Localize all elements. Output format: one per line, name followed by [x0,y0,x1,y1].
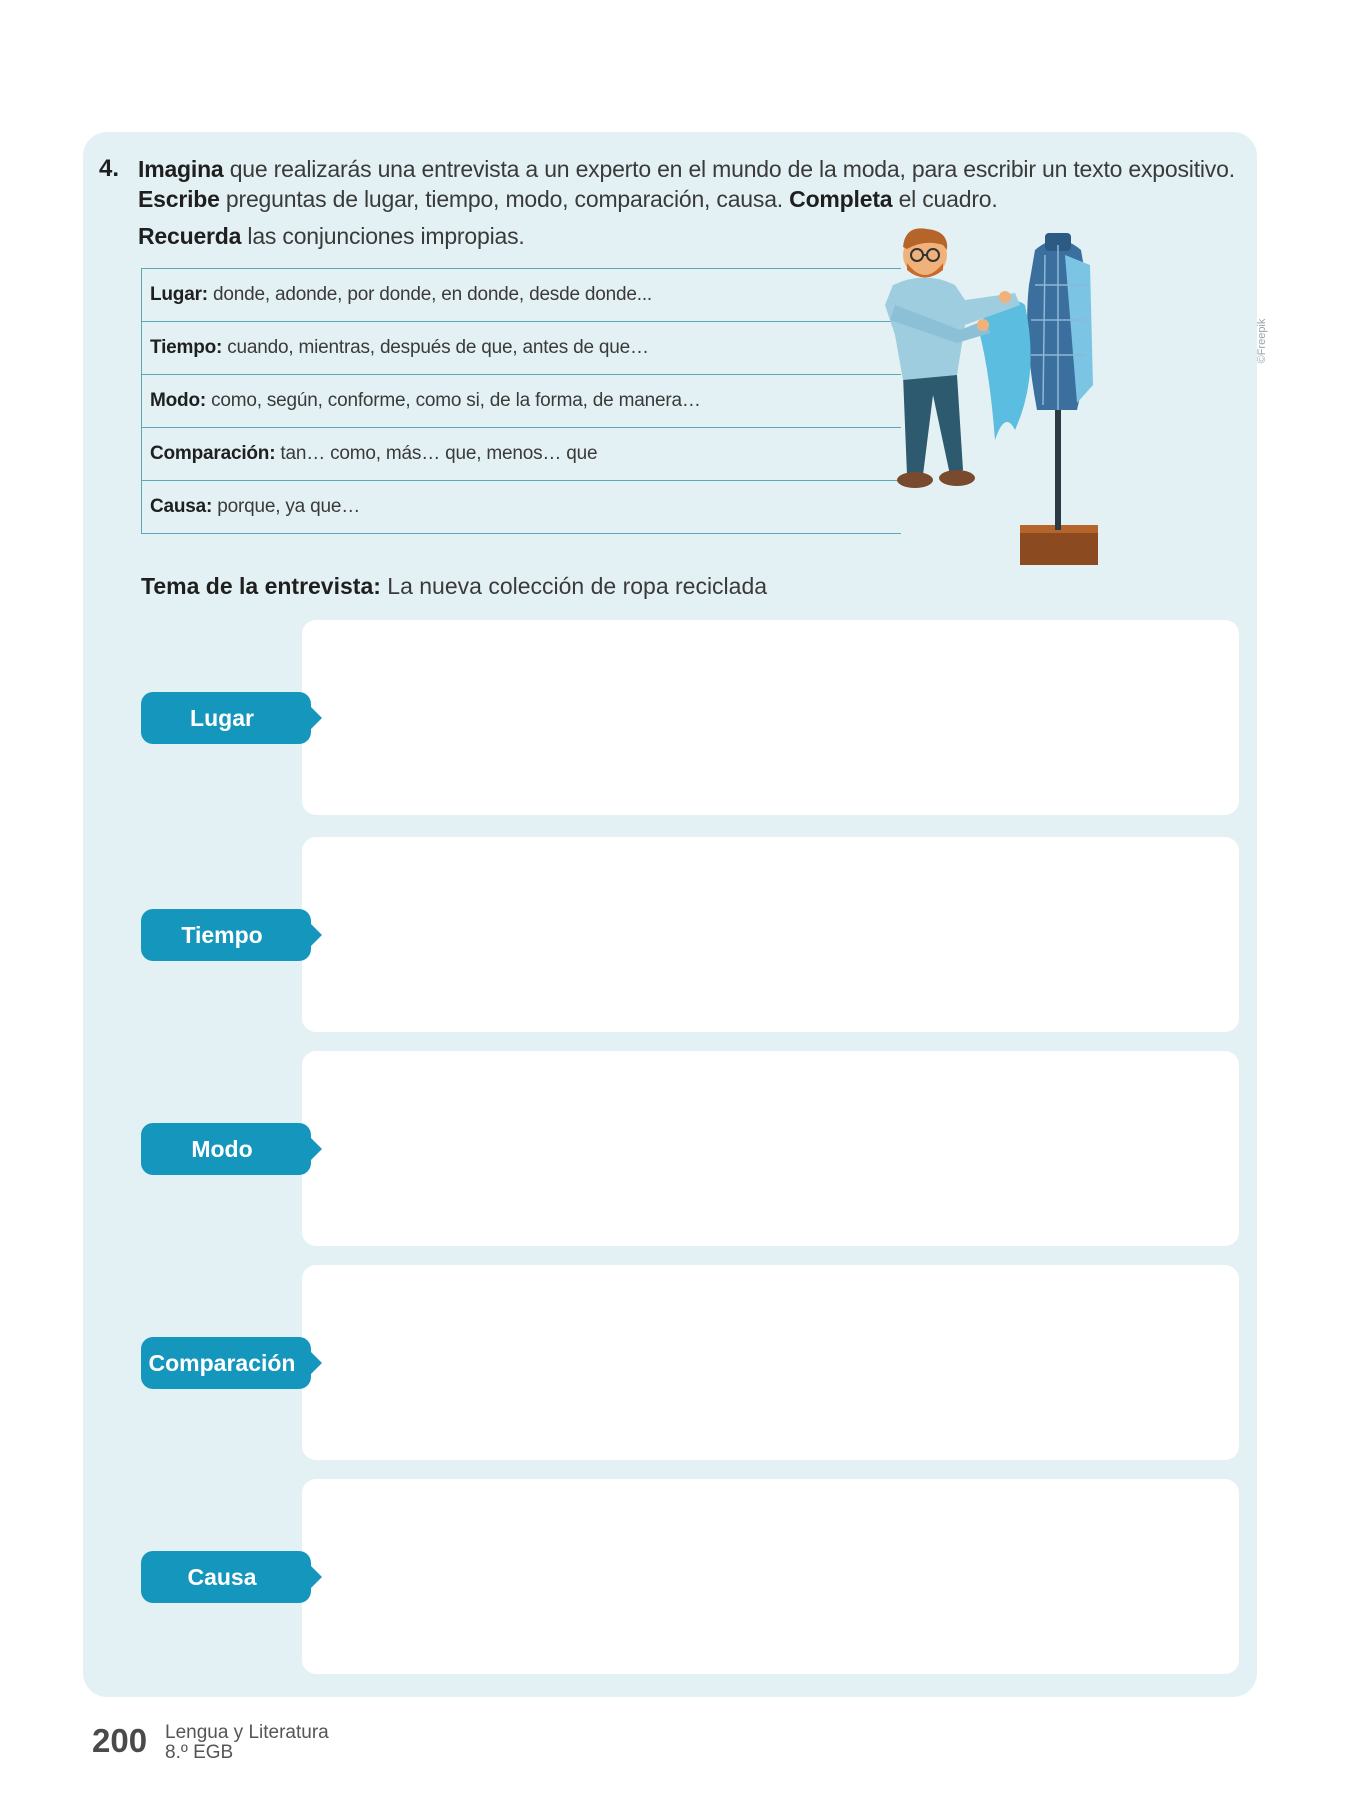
tag-comparacion: Comparación [141,1337,311,1389]
conjunction-row-causa: Causa: porque, ya que… [142,481,902,534]
mannequin-pole [1055,410,1061,530]
instruction-line-1: Imagina que realizarás una entrevista a un experto en el mundo de la moda, para escribir un texto expositivo. [138,156,1235,182]
answer-box-tiempo[interactable] [302,837,1239,1032]
exercise-number: 4. [99,155,120,182]
tag-causa: Causa [141,1551,311,1603]
mannequin-base [1020,530,1098,565]
tag-modo: Modo [141,1123,311,1175]
answer-box-modo[interactable] [302,1051,1239,1246]
conjunctions-table [141,268,901,534]
interview-topic: Tema de la entrevista: La nueva colección de ropa reciclada [141,573,768,599]
conjunction-row-tiempo: Tiempo: cuando, mientras, después de que, antes de que… [142,322,902,375]
conjunction-row-modo: Modo: como, según, conforme, como si, de la forma, de manera… [142,375,902,428]
footer-subject: Lengua y Literatura [165,1722,329,1743]
tag-lugar: Lugar [141,692,311,744]
tag-tiempo: Tiempo [141,909,311,961]
instruction-line-2: Escribe preguntas de lugar, tiempo, modo, comparación, causa. Completa el cuadro. [138,186,998,212]
man-legs [903,375,963,475]
page-number: 200 [92,1722,148,1759]
image-credit: ©Freepik [1256,318,1268,364]
footer-grade: 8.º EGB [165,1742,234,1763]
fashion-designer-illustration [865,225,1125,595]
conjunction-row-lugar: Lugar: donde, adonde, por donde, en donde, desde donde... [142,269,902,322]
conjunction-row-comparacion: Comparación: tan… como, más… que, menos… que [142,428,902,481]
answer-box-lugar[interactable] [302,620,1239,815]
answer-box-causa[interactable] [302,1479,1239,1674]
answer-box-comparacion[interactable] [302,1265,1239,1460]
instruction-line-3: Recuerda las conjunciones impropias. [138,223,525,249]
